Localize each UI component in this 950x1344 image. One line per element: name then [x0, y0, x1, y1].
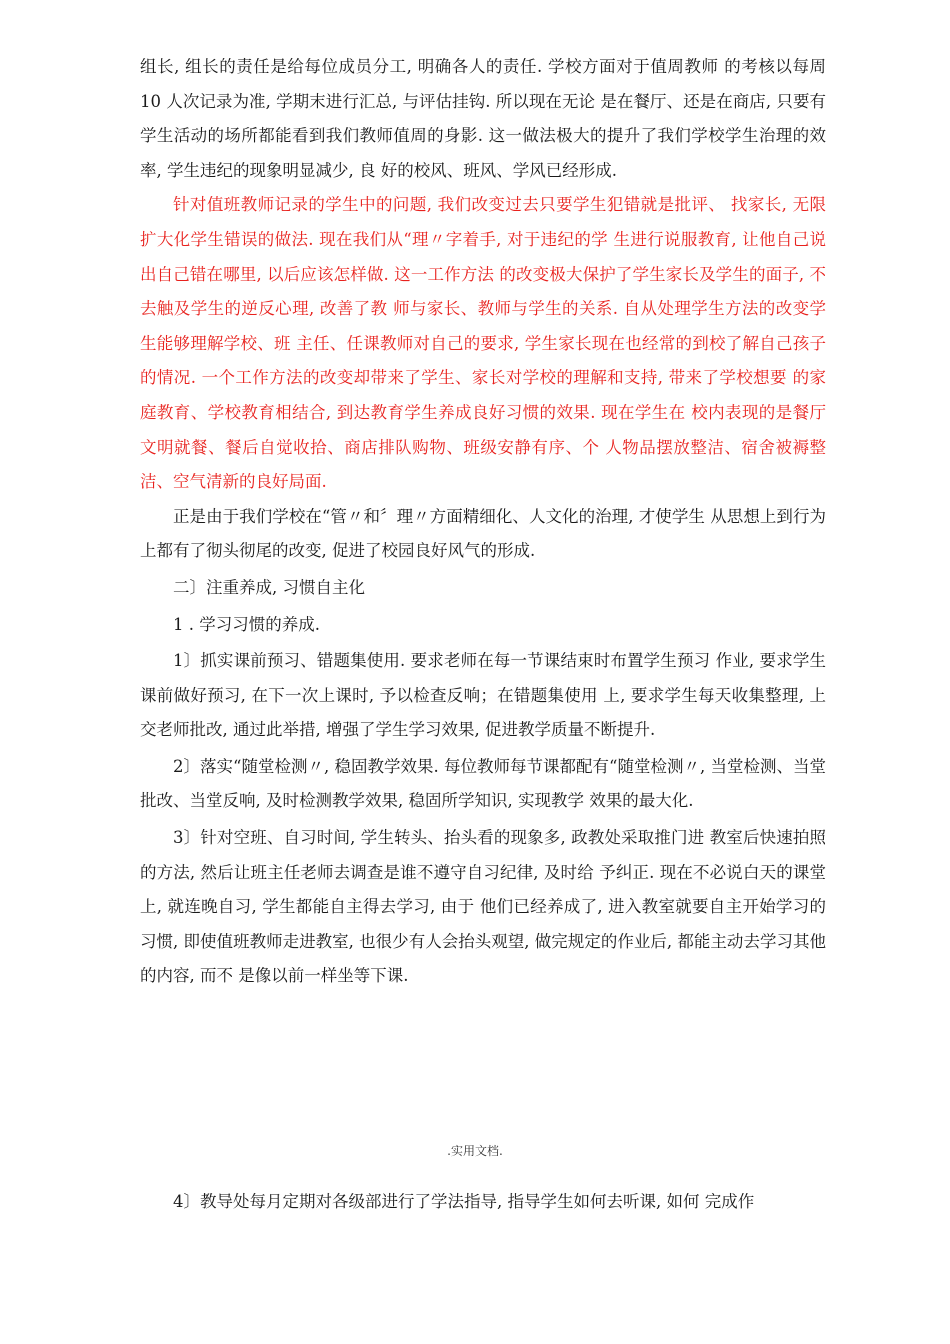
paragraph-item-3-self-study: 3〕针对空班、自习时间, 学生转头、抬头看的现象多, 政教处采取推门进 教室后快速拍照的方法, 然后让班主任老师去调查是谁不遵守自习纪律, 及时给 予纠正. 现在不必说白天的课堂上, 就连晚自习, 学生都能自主得去学习, 由于 他们已经养成了, 进入教室就要自主开始学习的习惯, 即使值班教师走进教室, 也很少有人会抬头观望, 做完规定的作业后, 都能主动去学习其他的内容, 而不 是像以前一样坐等下课. [140, 828, 826, 986]
section-heading-habits: 二〕注重养成, 习惯自主化 [173, 577, 365, 597]
next-page-start [140, 1185, 826, 1220]
paragraph-item-2-quiz: 2〕落实“随堂检测〃, 稳固教学效果. 每位教师每节课都配有“随堂检测〃, 当堂检测、当堂批改、当堂反响, 及时检测教学效果, 稳固所学知识, 实现教学 效果的最大化. [140, 756, 826, 811]
document-body [140, 50, 826, 994]
paragraph-reasoning-method: 针对值班教师记录的学生中的问题, 我们改变过去只要学生犯错就是批评、 找家长, 无限扩大化学生错误的做法. 现在我们从“理〃字着手, 对于违纪的学 生进行说服教育, 让他自己说出自己错在哪里, 以后应该怎样做. 这一工作方法 的改变极大保护了学生家长及学生的面子, 不去触及学生的逆反心理, 改善了教 师与家长、教师与学生的关系. 自从处理学生方法的改变学生能够理解学校、班 主任、任课教师对自己的要求, 学生家长现在也经常的到校了解自己孩子的情况. 一个工作方法的改变却带来了学生、家长对学校的理解和支持, 带来了学校想要 的家庭教育、学校教育相结合, 到达教育学生养成良好习惯的效果. 现在学生在 校内表现的是餐厅文明就餐、餐后自觉收拾、商店排队购物、班级安静有序、个 人物品摆放整洁、宿舍被褥整洁、空气清新的良好局面. [140, 195, 826, 492]
paragraph-item-1-preview: 1〕抓实课前预习、错题集使用. 要求老师在每一节课结束时布置学生预习 作业, 要求学生课前做好预习, 在下一次上课时, 予以检查反响；在错题集使用 上, 要求学生每天收集整理, 上交老师批改, 通过此举措, 增强了学生学习效果, 促进教学质量不断提升. [140, 651, 826, 740]
paragraph-management-summary: 正是由于我们学校在“管〃和〞理〃方面精细化、人文化的治理, 才使学生 从思想上到行为上都有了彻头彻尾的改变, 促进了校园良好风气的形成. [140, 506, 826, 561]
paragraph-duty-teachers: 组长, 组长的责任是给每位成员分工, 明确各人的责任. 学校方面对于值周教师 的考核以每周 10 人次记录为准, 学期末进行汇总, 与评估挂钩. 所以现在无论 是在餐厅、还是在商店, 只要有学生活动的场所都能看到我们教师值周的身影. 这一做法极大的提升了我们学校学生治理的效率, 学生违纪的现象明显减少, 良 好的校风、班风、学风已经形成. [140, 57, 826, 180]
page-footer: .实用文档. [447, 1144, 503, 1158]
subsection-heading-study-habits: 1 . 学习习惯的养成. [173, 614, 320, 634]
paragraph-item-4-guidance: 4〕教导处每月定期对各级部进行了学法指导, 指导学生如何去听课, 如何 完成作 [173, 1192, 755, 1211]
